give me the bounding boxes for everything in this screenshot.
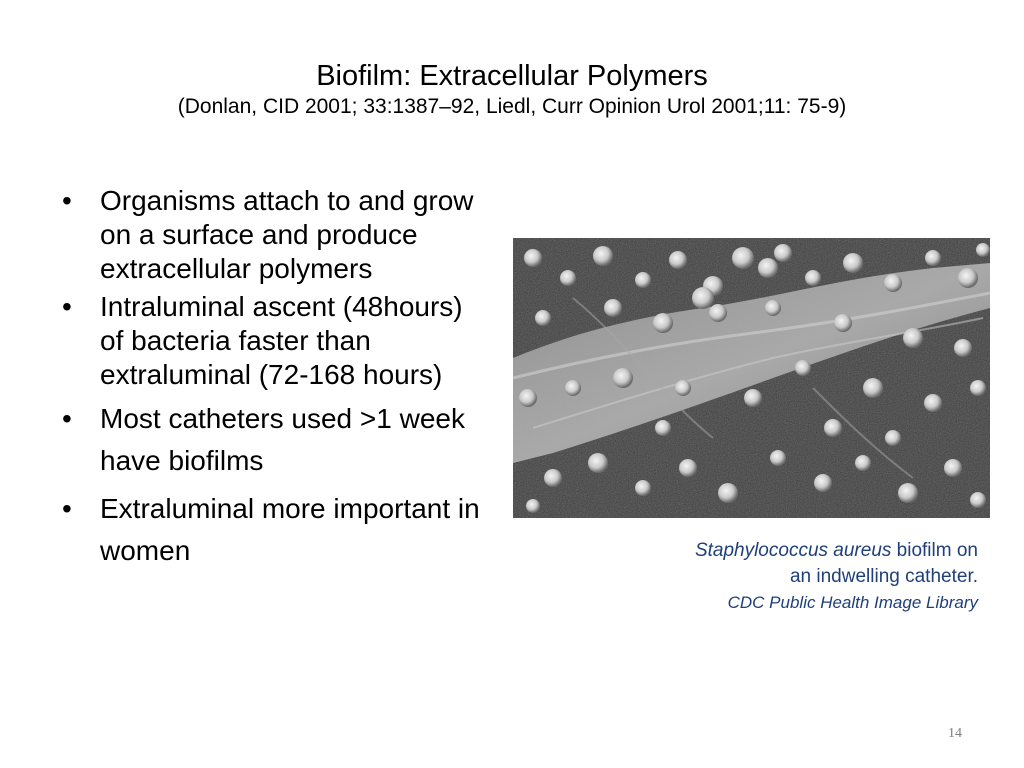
bullet-list: [62, 184, 492, 576]
slide-title: Biofilm: Extracellular Polymers: [316, 60, 708, 92]
page-number: 14: [948, 726, 962, 741]
figure-caption: [558, 538, 978, 616]
bullet-item: • Most catheters used >1 week have biofilms: [62, 398, 492, 482]
caption-line-1-rest: biofilm on: [891, 540, 978, 561]
slide-reference: (Donlan, CID 2001; 33:1387–92, Liedl, Curr Opinion Urol 2001;11: 75-9): [177, 95, 847, 118]
caption-line-1: [558, 538, 978, 564]
bullet-item: • Intraluminal ascent (48hours) of bacteria faster than extraluminal (72-168 hours): [62, 290, 492, 392]
bullet-item: • Extraluminal more important in women: [62, 488, 492, 572]
caption-species: Staphylococcus aureus: [694, 540, 892, 561]
slide-title-block: [0, 58, 1024, 120]
caption-line-2: an indwelling catheter.: [789, 566, 978, 587]
caption-source: CDC Public Health Image Library: [727, 593, 978, 612]
bullet-item: • Organisms attach to and grow on a surface and produce extracellular polymers: [62, 184, 492, 286]
biofilm-micrograph: [513, 238, 990, 518]
